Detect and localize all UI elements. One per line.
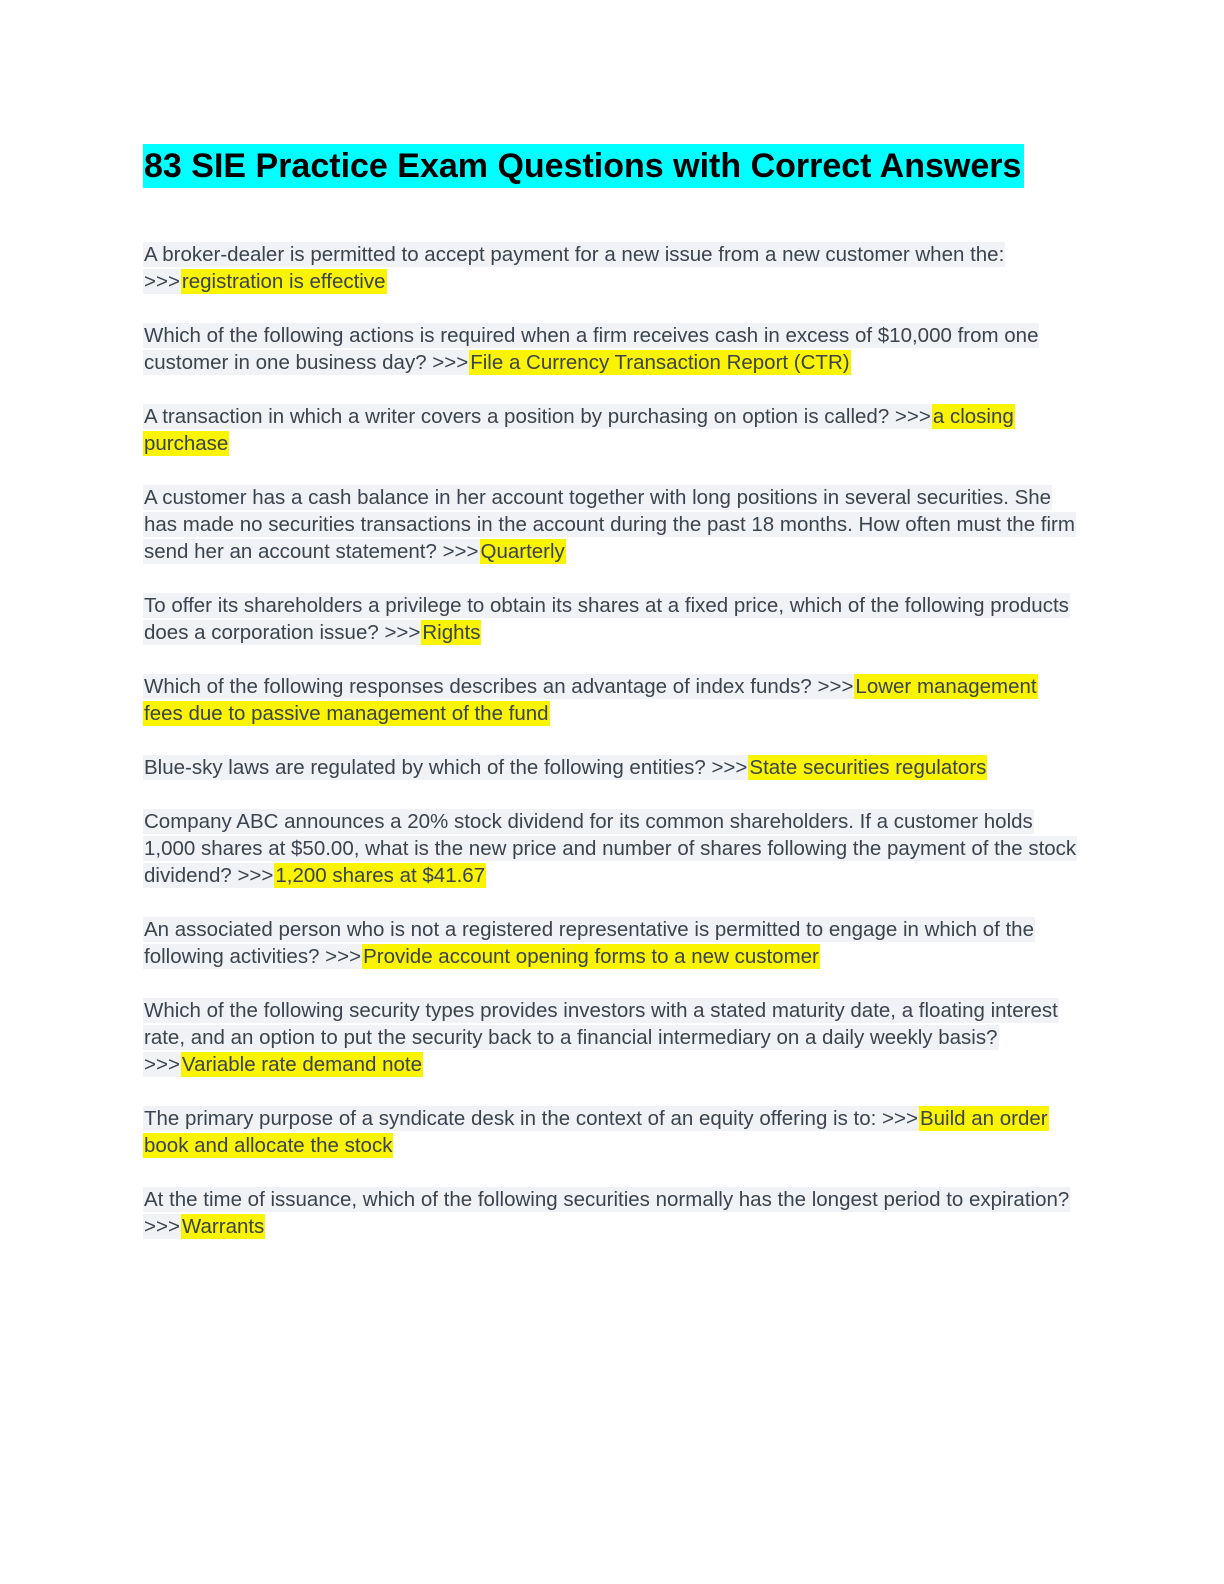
question-text: A customer has a cash balance in her account together with long positions in several securities. She has made no securities transactions in the account during the past 18 months. How often must the firm send her an account statement? >>> [144,486,1075,563]
question-text: The primary purpose of a syndicate desk in the context of an equity offering is to: >>> [144,1107,918,1130]
question-text: Company ABC announces a 20% stock dividend for its common shareholders. If a customer holds 1,000 shares at $50.00, what is the new price and number of shares following the payment of the stock dividend? >>> [144,810,1077,887]
qa-item [143,673,1079,727]
answer-text: Lower management fees due to passive management of the fund [144,675,1037,725]
qa-item [143,916,1079,970]
qa-item [143,997,1079,1078]
answer-text: Rights [422,621,481,644]
question-text: A broker-dealer is permitted to accept payment for a new issue from a new customer when the: >>> [144,243,1005,293]
question-text: Which of the following responses describes an advantage of index funds? >>> [144,675,854,698]
document-title [143,142,1028,191]
question-text: A transaction in which a writer covers a position by purchasing on option is called? >>> [144,405,931,428]
answer-text: File a Currency Transaction Report (CTR) [470,351,850,374]
question-text: At the time of issuance, which of the following securities normally has the longest period to expiration? >>> [144,1188,1070,1238]
question-text: Which of the following security types provides investors with a stated maturity date, a floating interest rate, and an option to put the security back to a financial intermediary on a daily weekly basis? >>> [144,999,1058,1076]
answer-text: Provide account opening forms to a new customer [363,945,819,968]
question-text: Blue-sky laws are regulated by which of the following entities? >>> [144,756,748,779]
answer-text: a closing purchase [144,405,1014,455]
qa-item [143,322,1079,376]
answer-text: Warrants [181,1215,265,1238]
question-text: An associated person who is not a registered representative is permitted to engage in which of the following activities? >>> [144,918,1034,968]
qa-item [143,754,1079,781]
title-highlight: 83 SIE Practice Exam Questions with Correct Answers [143,144,1024,188]
answer-text: Build an order book and allocate the stock [144,1107,1048,1157]
answer-text: State securities regulators [749,756,987,779]
qa-item [143,592,1079,646]
answer-text: registration is effective [181,270,386,293]
qa-item [143,484,1079,565]
question-text: To offer its shareholders a privilege to obtain its shares at a fixed price, which of the following products does a corporation issue? >>> [144,594,1069,644]
answer-text: 1,200 shares at $41.67 [275,864,486,887]
answer-text: Variable rate demand note [181,1053,423,1076]
qa-item [143,808,1079,889]
question-text: Which of the following actions is required when a firm receives cash in excess of $10,000 from one customer in one business day? >>> [144,324,1039,374]
qa-item [143,1186,1079,1240]
answer-text: Quarterly [480,540,565,563]
qa-item [143,1105,1079,1159]
qa-list [143,241,1079,1240]
qa-item [143,403,1079,457]
qa-item [143,241,1079,295]
